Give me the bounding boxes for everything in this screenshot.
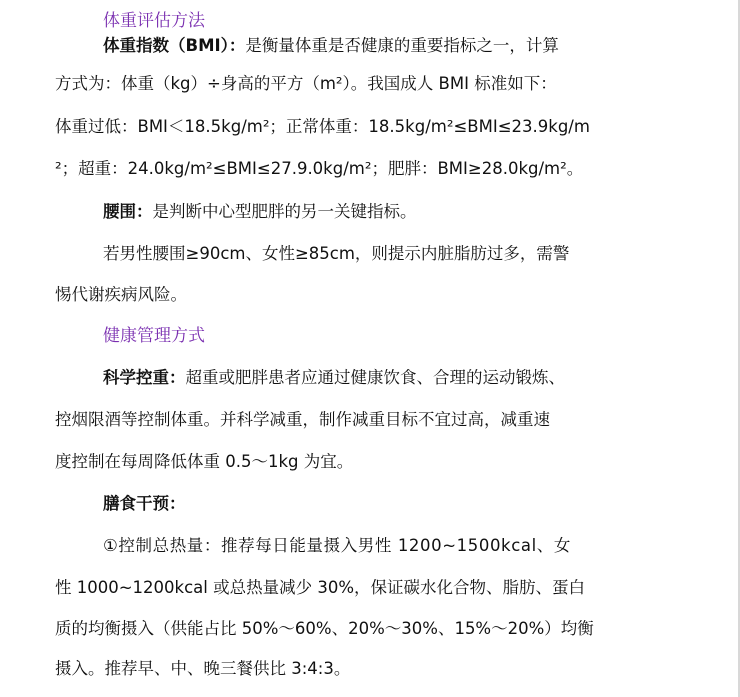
weight-control-text: 超重或肥胖患者应通过健康饮食、合理的运动锻炼、 bbox=[185, 368, 565, 387]
bmi-label: 体重指数（BMI）： bbox=[103, 36, 246, 55]
waist-line-2: 惕代谢疾病风险。 bbox=[55, 285, 187, 304]
bmi-line-3: 体重过低：BMI＜18.5kg/m²；正常体重：18.5kg/m²≤BMI≤23.9kg/m bbox=[55, 117, 590, 136]
heading-health-management: 健康管理方式 bbox=[103, 326, 205, 346]
bmi-paragraph-line bbox=[103, 35, 559, 57]
weight-control-paragraph bbox=[103, 367, 565, 389]
diet-label-text: 膳食干预： bbox=[103, 494, 186, 513]
waist-label: 腰围： bbox=[103, 202, 153, 221]
weight-control-label: 科学控重： bbox=[103, 368, 186, 387]
diet-line-3: 质的均衡摄入（供能占比 50%～60%、20%～30%、15%～20%）均衡 bbox=[55, 619, 594, 638]
bmi-text: 是衡量体重是否健康的重要指标之一，计算 bbox=[245, 36, 559, 55]
waist-line-1: 若男性腰围≥90cm、女性≥85cm，则提示内脏脂肪过多，需警 bbox=[103, 244, 570, 263]
waist-text: 是判断中心型肥胖的另一关键指标。 bbox=[152, 202, 417, 221]
diet-line-4: 摄入。推荐早、中、晚三餐供比 3:4:3。 bbox=[55, 659, 351, 678]
weight-control-line-2: 控烟限酒等控制体重。并科学减重，制作减重目标不宜过高，减重速 bbox=[55, 410, 550, 429]
diet-label bbox=[103, 493, 186, 515]
weight-control-line-3: 度控制在每周降低体重 0.5～1kg 为宜。 bbox=[55, 452, 354, 471]
diet-line-1: ①控制总热量：推荐每日能量摄入男性 1200~1500kcal、女 bbox=[103, 536, 571, 555]
diet-line-2: 性 1000~1200kcal 或总热量减少 30%，保证碳水化合物、脂肪、蛋白 bbox=[55, 578, 586, 597]
heading-weight-assessment: 体重评估方法 bbox=[103, 11, 205, 31]
waist-paragraph bbox=[103, 201, 417, 223]
bmi-line-4: ²；超重：24.0kg/m²≤BMI≤27.9.0kg/m²；肥胖：BMI≥28.0kg/m²。 bbox=[55, 159, 584, 178]
bmi-line-2: 方式为：体重（kg）÷身高的平方（m²）。我国成人 BMI 标准如下： bbox=[55, 74, 557, 93]
